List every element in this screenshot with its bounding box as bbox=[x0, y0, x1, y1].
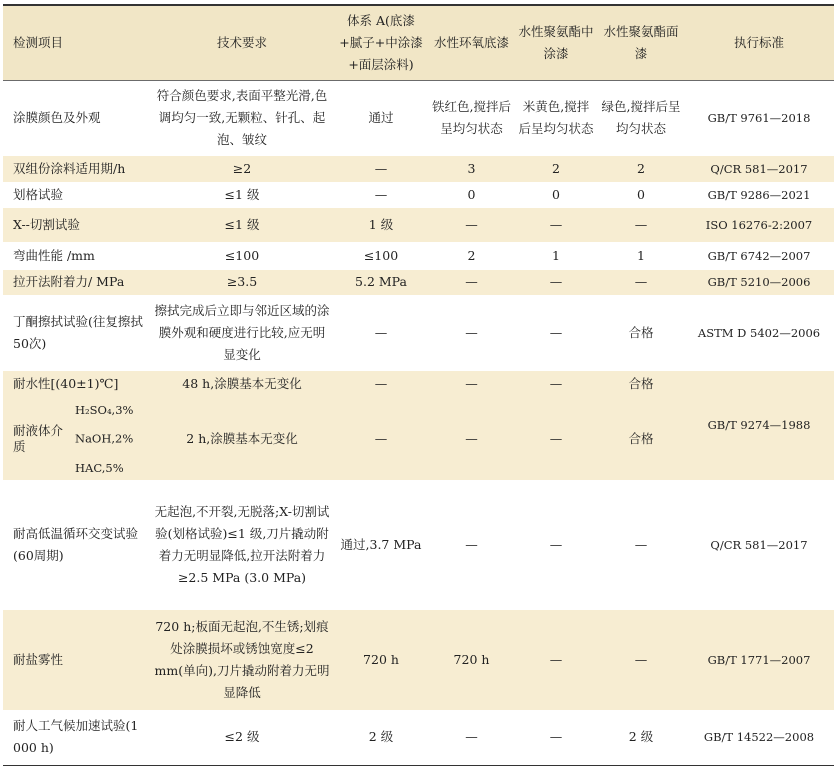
row-pu-mid: 0 bbox=[552, 186, 560, 202]
row-requirement: ≤2 级 bbox=[151, 710, 333, 766]
row-epoxy-primer: — bbox=[429, 710, 514, 766]
row-pu-mid: — bbox=[549, 376, 563, 391]
liquid-sub-2-cell bbox=[3, 422, 151, 456]
row-pu-mid: — bbox=[549, 536, 563, 552]
row-item: 耐人工气候加速试验(1 000 h) bbox=[3, 710, 151, 766]
row-system-a: — bbox=[374, 324, 388, 340]
row-requirement: ≥3.5 bbox=[226, 274, 258, 289]
row-item: 耐盐雾性 bbox=[13, 651, 64, 667]
row-requirement: ≤1 级 bbox=[224, 216, 260, 232]
row-pu-mid: 2 bbox=[552, 160, 560, 176]
row-item: X--切割试验 bbox=[13, 216, 80, 232]
row-pu-top: — bbox=[634, 651, 648, 667]
test-results-table bbox=[3, 4, 834, 766]
row-standard: Q/CR 581—2017 bbox=[710, 161, 808, 176]
header-item: 检测项目 bbox=[3, 5, 151, 81]
row-item: 丁酮擦拭试验(往复擦拭50次) bbox=[13, 313, 143, 351]
table-row bbox=[3, 295, 834, 371]
row-pu-mid: — bbox=[549, 274, 563, 289]
row-standard: GB/T 9761—2018 bbox=[707, 111, 811, 126]
row-epoxy-primer: — bbox=[465, 274, 478, 289]
row-pu-top: 合格 bbox=[628, 324, 654, 340]
row-system-a: 通过 bbox=[368, 110, 394, 126]
row-standard: GB/T 9286—2021 bbox=[707, 187, 811, 202]
table-row bbox=[3, 208, 834, 242]
row-pu-top: 合格 bbox=[628, 430, 654, 446]
row-epoxy-primer: — bbox=[465, 216, 478, 232]
row-requirement: 720 h;板面无起泡,不生锈;划痕处涂膜损坏或锈蚀宽度≤2 mm(单向),刀片撬动附着力无明显降低 bbox=[154, 618, 330, 700]
liquid-sub-naoh: NaOH,2% bbox=[75, 431, 134, 445]
table-row bbox=[3, 156, 834, 182]
header-requirement: 技术要求 bbox=[151, 5, 333, 81]
row-system-a: 5.2 MPa bbox=[355, 274, 407, 289]
liquid-item: 耐液体介质 bbox=[13, 422, 64, 454]
liquid-sub-3-cell bbox=[3, 456, 151, 480]
row-requirement: ≥2 bbox=[232, 160, 252, 176]
row-epoxy-primer: — bbox=[465, 324, 478, 340]
row-system-a: — bbox=[374, 430, 388, 446]
row-system-a: 1 级 bbox=[368, 216, 394, 232]
row-pu-top: 0 bbox=[637, 186, 645, 202]
table-row bbox=[3, 270, 834, 295]
row-pu-mid: — bbox=[549, 324, 563, 340]
row-item: 划格试验 bbox=[13, 186, 64, 202]
row-pu-top: — bbox=[634, 274, 648, 289]
row-system-a: — bbox=[374, 160, 388, 176]
row-standard: Q/CR 581—2017 bbox=[710, 537, 808, 552]
row-pu-top: 2 bbox=[637, 160, 645, 176]
row-item-water: 耐水性[(40±1)℃] bbox=[13, 376, 119, 391]
row-pu-top: 1 bbox=[637, 247, 645, 263]
row-item: 涂膜颜色及外观 bbox=[13, 110, 101, 126]
row-item: 弯曲性能 /mm bbox=[13, 247, 95, 263]
header-pu-top: 水性聚氨酯面漆 bbox=[598, 5, 684, 81]
row-pu-top: 合格 bbox=[628, 376, 654, 391]
liquid-sub-1-cell bbox=[3, 398, 151, 422]
row-system-a: 2 级 bbox=[333, 710, 429, 766]
row-standard: GB/T 6742—2007 bbox=[707, 248, 811, 263]
row-standard: GB/T 14522—2008 bbox=[684, 710, 834, 766]
row-requirement: 48 h,涂膜基本无变化 bbox=[182, 376, 302, 391]
row-pu-top: 2 级 bbox=[598, 710, 684, 766]
header-epoxy-primer: 水性环氧底漆 bbox=[429, 5, 514, 81]
row-epoxy-primer: 2 bbox=[467, 247, 476, 263]
liquid-sub-hac: HAC,5% bbox=[75, 460, 124, 475]
row-system-a: — bbox=[374, 376, 388, 391]
row-requirement: 擦拭完成后立即与邻近区域的涂膜外观和硬度进行比较,应无明显变化 bbox=[154, 302, 330, 362]
row-epoxy-primer: — bbox=[465, 430, 478, 446]
row-epoxy-primer: — bbox=[465, 536, 478, 552]
header-pu-mid: 水性聚氨酯中涂漆 bbox=[514, 5, 598, 81]
header-system-a: 体系 A(底漆+腻子+中涂漆+面层涂料) bbox=[333, 5, 429, 81]
table-row bbox=[3, 371, 834, 398]
row-standard: ISO 16276-2:2007 bbox=[705, 217, 813, 232]
table-row bbox=[3, 81, 834, 156]
row-standard: GB/T 9274—1988 bbox=[707, 418, 811, 432]
table-header bbox=[3, 5, 834, 81]
row-requirement: 2 h,涂膜基本无变化 bbox=[186, 430, 298, 446]
row-pu-mid: — bbox=[514, 710, 598, 766]
row-standard: GB/T 1771—2007 bbox=[707, 652, 811, 667]
row-epoxy-primer: 铁红色,搅拌后呈均匀状态 bbox=[432, 99, 511, 137]
row-system-a: — bbox=[374, 186, 388, 202]
row-pu-top: 绿色,搅拌后呈均匀状态 bbox=[601, 99, 681, 137]
header-standard: 执行标准 bbox=[684, 5, 834, 81]
row-pu-mid: — bbox=[549, 216, 563, 232]
row-requirement: 符合颜色要求,表面平整光滑,色调均匀一致,无颗粒、针孔、起泡、皱纹 bbox=[156, 88, 328, 148]
row-epoxy-primer: 0 bbox=[467, 186, 476, 202]
row-pu-mid: — bbox=[549, 430, 563, 446]
table-row bbox=[3, 242, 834, 270]
row-requirement: ≤1 级 bbox=[224, 186, 260, 202]
row-system-a: ≤100 bbox=[363, 247, 399, 263]
row-standard: ASTM D 5402—2006 bbox=[697, 325, 821, 340]
row-epoxy-primer: 3 bbox=[467, 160, 476, 176]
row-requirement: ≤100 bbox=[224, 247, 260, 263]
row-pu-top: — bbox=[634, 536, 648, 552]
row-item: 耐高低温循环交变试验(60周期) bbox=[13, 525, 139, 563]
row-item: 拉开法附着力/ MPa bbox=[13, 274, 125, 289]
table-row bbox=[3, 610, 834, 710]
table-row bbox=[3, 480, 834, 610]
row-requirement: 无起泡,不开裂,无脱落;X-切割试验(划格试验)≤1 级,刀片撬动附着力无明显降低,拉开法附着力≥2.5 MPa (3.0 MPa) bbox=[154, 503, 330, 585]
row-system-a: 720 h bbox=[363, 651, 399, 667]
table-row bbox=[3, 182, 834, 208]
row-system-a: 通过,3.7 MPa bbox=[340, 536, 422, 552]
table-row bbox=[3, 710, 834, 766]
row-epoxy-primer: — bbox=[465, 376, 478, 391]
row-pu-mid: 1 bbox=[552, 247, 560, 263]
row-pu-mid: 米黄色,搅拌后呈均匀状态 bbox=[518, 99, 594, 137]
row-pu-top: — bbox=[634, 216, 648, 232]
row-pu-mid: — bbox=[549, 651, 563, 667]
liquid-sub-h2so4: H₂SO₄,3% bbox=[75, 402, 134, 417]
row-item: 双组份涂料适用期/h bbox=[13, 160, 126, 176]
row-epoxy-primer: 720 h bbox=[453, 651, 490, 667]
row-standard: GB/T 5210—2006 bbox=[707, 275, 811, 289]
